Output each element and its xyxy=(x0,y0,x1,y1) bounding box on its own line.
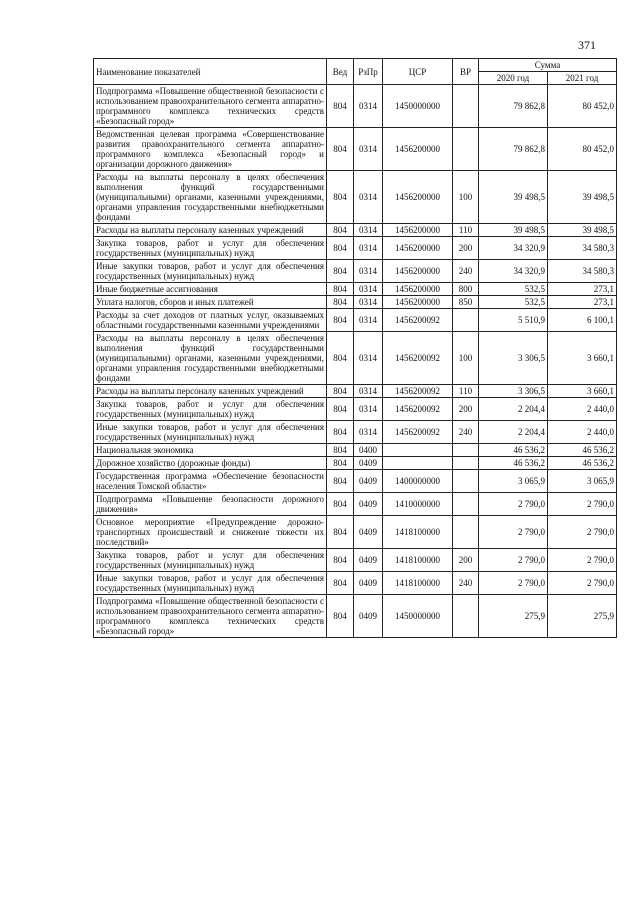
row-name: Закупка товаров, работ и услуг для обеспечения государственных (муниципальных) нужд xyxy=(94,549,327,572)
row-rzpr: 0409 xyxy=(354,549,383,572)
row-amount-2020: 532,5 xyxy=(479,283,548,296)
row-amount-2021: 34 580,3 xyxy=(548,237,617,260)
row-amount-2020: 2 790,0 xyxy=(479,516,548,549)
row-csr: 1450000000 xyxy=(383,85,453,128)
row-rzpr: 0314 xyxy=(354,224,383,237)
row-amount-2021: 80 452,0 xyxy=(548,128,617,171)
row-rzpr: 0314 xyxy=(354,332,383,385)
row-amount-2021: 46 536,2 xyxy=(548,457,617,470)
row-rzpr: 0314 xyxy=(354,237,383,260)
row-name: Дорожное хозяйство (дорожные фонды) xyxy=(94,457,327,470)
row-vr xyxy=(453,470,479,493)
row-amount-2020: 2 790,0 xyxy=(479,572,548,595)
header-row xyxy=(94,59,617,72)
row-amount-2021: 39 498,5 xyxy=(548,224,617,237)
header-ved: Вед xyxy=(327,59,354,85)
row-amount-2020: 34 320,9 xyxy=(479,237,548,260)
row-ved: 804 xyxy=(327,85,354,128)
row-ved: 804 xyxy=(327,595,354,638)
row-rzpr: 0409 xyxy=(354,470,383,493)
row-vr: 200 xyxy=(453,237,479,260)
row-amount-2020: 3 306,5 xyxy=(479,332,548,385)
row-amount-2021: 273,1 xyxy=(548,283,617,296)
row-amount-2021: 34 580,3 xyxy=(548,260,617,283)
row-rzpr: 0314 xyxy=(354,421,383,444)
table-row xyxy=(94,171,617,224)
table-row xyxy=(94,470,617,493)
header-rzpr: РзПр xyxy=(354,59,383,85)
table-row xyxy=(94,595,617,638)
row-name: Подпрограмма «Повышение общественной безопасности с использованием правоохранительного сегмента аппаратно-программного комплекса технических средств «Безопасный город» xyxy=(94,595,327,638)
row-vr xyxy=(453,595,479,638)
row-vr: 110 xyxy=(453,224,479,237)
row-vr: 850 xyxy=(453,296,479,309)
row-ved: 804 xyxy=(327,224,354,237)
row-csr: 1418100000 xyxy=(383,572,453,595)
row-ved: 804 xyxy=(327,549,354,572)
row-amount-2020: 532,5 xyxy=(479,296,548,309)
row-amount-2021: 2 440,0 xyxy=(548,398,617,421)
row-ved: 804 xyxy=(327,421,354,444)
row-ved: 804 xyxy=(327,128,354,171)
row-vr xyxy=(453,309,479,332)
row-rzpr: 0314 xyxy=(354,85,383,128)
table-row xyxy=(94,309,617,332)
header-2020: 2020 год xyxy=(479,72,548,85)
row-ved: 804 xyxy=(327,260,354,283)
row-rzpr: 0400 xyxy=(354,444,383,457)
row-vr: 240 xyxy=(453,421,479,444)
row-csr: 1456200000 xyxy=(383,128,453,171)
row-amount-2020: 2 204,4 xyxy=(479,398,548,421)
row-csr: 1456200092 xyxy=(383,421,453,444)
row-name: Основное мероприятие «Предупреждение дорожно-транспортных происшествий и снижение тяжести их последствий» xyxy=(94,516,327,549)
header-sum: Сумма xyxy=(479,59,617,72)
row-name: Расходы на выплаты персоналу в целях обеспечения выполнения функций государственными (муниципальными) органами, казенными учреждениями, органами управления государственными внебюджетными фондами xyxy=(94,171,327,224)
row-name: Подпрограмма «Повышение безопасности дорожного движения» xyxy=(94,493,327,516)
row-amount-2021: 39 498,5 xyxy=(548,171,617,224)
row-vr: 100 xyxy=(453,171,479,224)
row-vr xyxy=(453,457,479,470)
row-rzpr: 0409 xyxy=(354,457,383,470)
row-amount-2020: 34 320,9 xyxy=(479,260,548,283)
row-amount-2020: 5 510,9 xyxy=(479,309,548,332)
row-csr: 1456200092 xyxy=(383,309,453,332)
row-csr: 1456200000 xyxy=(383,237,453,260)
row-csr: 1418100000 xyxy=(383,516,453,549)
row-rzpr: 0314 xyxy=(354,171,383,224)
row-amount-2021: 46 536,2 xyxy=(548,444,617,457)
row-csr xyxy=(383,444,453,457)
row-csr xyxy=(383,457,453,470)
row-amount-2020: 46 536,2 xyxy=(479,457,548,470)
table-row xyxy=(94,385,617,398)
row-amount-2021: 3 065,9 xyxy=(548,470,617,493)
row-rzpr: 0409 xyxy=(354,516,383,549)
row-name: Уплата налогов, сборов и иных платежей xyxy=(94,296,327,309)
row-csr: 1456200000 xyxy=(383,260,453,283)
row-csr: 1456200000 xyxy=(383,296,453,309)
row-rzpr: 0409 xyxy=(354,493,383,516)
header-name: Наименование показателей xyxy=(94,59,327,85)
row-ved: 804 xyxy=(327,385,354,398)
row-amount-2020: 79 862,8 xyxy=(479,85,548,128)
row-ved: 804 xyxy=(327,572,354,595)
row-vr xyxy=(453,128,479,171)
row-vr: 800 xyxy=(453,283,479,296)
row-name: Ведомственная целевая программа «Совершенствование развития правоохранительного сегмента аппаратно-программного комплекса «Безопасный город» и организации дорожного движения» xyxy=(94,128,327,171)
row-name: Государственная программа «Обеспечение безопасности населения Томской области» xyxy=(94,470,327,493)
page-number: 371 xyxy=(578,38,596,52)
header-vr: ВР xyxy=(453,59,479,85)
row-ved: 804 xyxy=(327,444,354,457)
row-name: Расходы на выплаты персоналу казенных учреждений xyxy=(94,224,327,237)
table-row xyxy=(94,85,617,128)
table-row xyxy=(94,128,617,171)
row-amount-2021: 273,1 xyxy=(548,296,617,309)
table-row xyxy=(94,549,617,572)
header-2021: 2021 год xyxy=(548,72,617,85)
row-ved: 804 xyxy=(327,171,354,224)
row-name: Расходы на выплаты персоналу казенных учреждений xyxy=(94,385,327,398)
row-csr: 1456200000 xyxy=(383,171,453,224)
row-amount-2021: 3 660,1 xyxy=(548,332,617,385)
row-amount-2021: 2 440,0 xyxy=(548,421,617,444)
row-name: Закупка товаров, работ и услуг для обеспечения государственных (муниципальных) нужд xyxy=(94,237,327,260)
row-amount-2020: 39 498,5 xyxy=(479,171,548,224)
header-csr: ЦСР xyxy=(383,59,453,85)
row-vr: 200 xyxy=(453,549,479,572)
row-ved: 804 xyxy=(327,493,354,516)
row-amount-2021: 275,9 xyxy=(548,595,617,638)
table-row xyxy=(94,572,617,595)
row-vr xyxy=(453,444,479,457)
row-amount-2021: 2 790,0 xyxy=(548,516,617,549)
row-name: Иные закупки товаров, работ и услуг для обеспечения государственных (муниципальных) нужд xyxy=(94,421,327,444)
row-vr xyxy=(453,85,479,128)
row-vr: 200 xyxy=(453,398,479,421)
row-name: Подпрограмма «Повышение общественной безопасности с использованием правоохранительного сегмента аппаратно-программного комплекса технических средств «Безопасный город» xyxy=(94,85,327,128)
row-amount-2020: 3 065,9 xyxy=(479,470,548,493)
row-ved: 804 xyxy=(327,457,354,470)
row-amount-2021: 6 100,1 xyxy=(548,309,617,332)
row-csr: 1456200092 xyxy=(383,398,453,421)
table-row xyxy=(94,516,617,549)
row-amount-2020: 39 498,5 xyxy=(479,224,548,237)
row-csr: 1450000000 xyxy=(383,595,453,638)
row-amount-2021: 2 790,0 xyxy=(548,549,617,572)
row-amount-2021: 3 660,1 xyxy=(548,385,617,398)
row-rzpr: 0314 xyxy=(354,385,383,398)
row-name: Расходы на выплаты персоналу в целях обеспечения выполнения функций государственными (муниципальными) органами, казенными учреждениями, органами управления государственными внебюджетными фондами xyxy=(94,332,327,385)
row-rzpr: 0409 xyxy=(354,595,383,638)
row-amount-2021: 2 790,0 xyxy=(548,572,617,595)
row-name: Национальная экономика xyxy=(94,444,327,457)
table-row xyxy=(94,444,617,457)
row-amount-2020: 46 536,2 xyxy=(479,444,548,457)
row-csr: 1456200092 xyxy=(383,332,453,385)
budget-table xyxy=(93,58,617,638)
row-name: Закупка товаров, работ и услуг для обеспечения государственных (муниципальных) нужд xyxy=(94,398,327,421)
row-csr: 1410000000 xyxy=(383,493,453,516)
row-amount-2020: 2 204,4 xyxy=(479,421,548,444)
row-amount-2020: 2 790,0 xyxy=(479,493,548,516)
table-row xyxy=(94,224,617,237)
row-rzpr: 0314 xyxy=(354,128,383,171)
table-body xyxy=(94,85,617,638)
table-row xyxy=(94,296,617,309)
row-vr: 240 xyxy=(453,572,479,595)
row-ved: 804 xyxy=(327,398,354,421)
row-amount-2021: 80 452,0 xyxy=(548,85,617,128)
row-ved: 804 xyxy=(327,296,354,309)
row-vr: 110 xyxy=(453,385,479,398)
table-row xyxy=(94,332,617,385)
row-rzpr: 0314 xyxy=(354,398,383,421)
row-vr xyxy=(453,516,479,549)
row-amount-2020: 79 862,8 xyxy=(479,128,548,171)
table-row xyxy=(94,398,617,421)
table-row xyxy=(94,260,617,283)
row-amount-2021: 2 790,0 xyxy=(548,493,617,516)
table-row xyxy=(94,457,617,470)
table-row xyxy=(94,237,617,260)
row-amount-2020: 275,9 xyxy=(479,595,548,638)
row-ved: 804 xyxy=(327,470,354,493)
row-csr: 1456200092 xyxy=(383,385,453,398)
table-row xyxy=(94,283,617,296)
row-ved: 804 xyxy=(327,309,354,332)
row-vr: 240 xyxy=(453,260,479,283)
row-csr: 1418100000 xyxy=(383,549,453,572)
row-name: Иные закупки товаров, работ и услуг для обеспечения государственных (муниципальных) нужд xyxy=(94,260,327,283)
row-amount-2020: 2 790,0 xyxy=(479,549,548,572)
row-rzpr: 0314 xyxy=(354,309,383,332)
row-csr: 1400000000 xyxy=(383,470,453,493)
row-rzpr: 0314 xyxy=(354,283,383,296)
table-row xyxy=(94,421,617,444)
row-csr: 1456200000 xyxy=(383,224,453,237)
row-rzpr: 0314 xyxy=(354,296,383,309)
row-name: Иные бюджетные ассигнования xyxy=(94,283,327,296)
row-ved: 804 xyxy=(327,237,354,260)
row-amount-2020: 3 306,5 xyxy=(479,385,548,398)
row-rzpr: 0314 xyxy=(354,260,383,283)
row-csr: 1456200000 xyxy=(383,283,453,296)
row-name: Расходы за счет доходов от платных услуг, оказываемых областными государственными казенными учреждениями xyxy=(94,309,327,332)
row-ved: 804 xyxy=(327,332,354,385)
row-rzpr: 0409 xyxy=(354,572,383,595)
row-ved: 804 xyxy=(327,516,354,549)
row-name: Иные закупки товаров, работ и услуг для обеспечения государственных (муниципальных) нужд xyxy=(94,572,327,595)
table-row xyxy=(94,493,617,516)
row-vr: 100 xyxy=(453,332,479,385)
row-vr xyxy=(453,493,479,516)
row-ved: 804 xyxy=(327,283,354,296)
